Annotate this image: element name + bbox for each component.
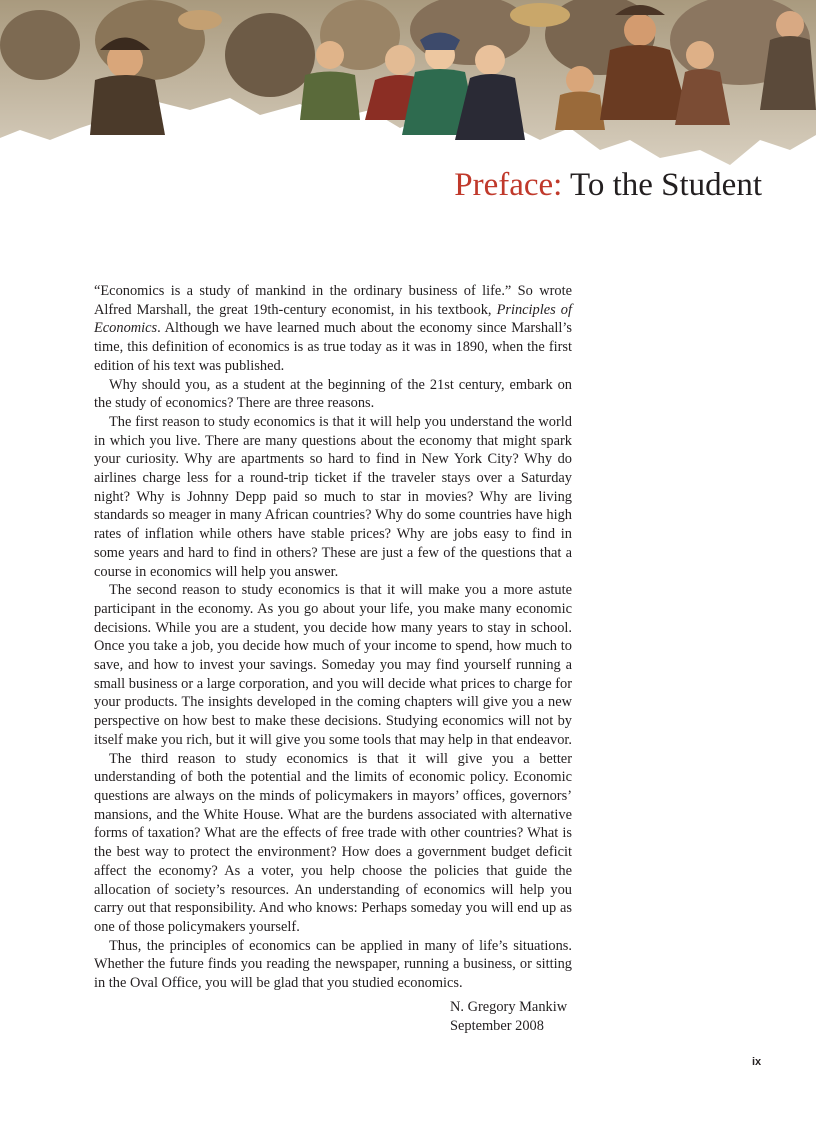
paragraph-4: The second reason to study economics is that it will make you a more astute participant in the economy. As you go about your life, you make many economic decisions. While you are a student, you decide how many years to stay in school. Once you take a job, you decide how much of your income to spend, how much to save, and how to invest your savings. Someday you may find yourself running a small business or a large corporation, and you will decide what prices to charge for your products. The insights developed in the coming chapters will give you a new perspective on how best to make these decisions. Studying economics will not by itself make you rich, but it will give you some tools that may help in that endeavor.: [94, 582, 572, 748]
header-illustration: [0, 0, 816, 170]
paragraph-5: The third reason to study economics is that it will give you a better understanding of both the potential and the limits of economic policy. Economic questions are always on the minds of policymakers in mayors’ offices, governors’ mansions, and the White House. What are the burdens associated with alternative forms of taxation? What are the effects of free trade with other countries? What is the best way to protect the environment? How does a government budget deficit affect the economy? As a voter, you help choose the policies that guide the allocation of society’s resources. An understanding of economics will help you carry out that responsibility. And who knows: Perhaps someday you will end up as one of those policymakers yourself.: [94, 750, 572, 935]
paragraph-3: The first reason to study economics is that it will help you understand the world in which you live. There are many questions about the economy that might spark your curiosity. Why are apartments so hard to find in New York City? Why do airlines charge less for a round-trip ticket if the traveler stays over a Saturday night? Why is Johnny Depp paid so much to star in movies? Why are living standards so meager in many African countries? Why do some countries have high rates of inflation while others have stable prices? Why are jobs easy to find in some years and hard to find in others? These are just a few of the questions that a course in economics will help you answer.: [94, 413, 572, 580]
signature-block: [450, 998, 567, 1036]
paragraph-1: [94, 282, 572, 376]
paragraph-2: Why should you, as a student at the beginning of the 21st century, embark on the study of economics? There are three reasons.: [94, 376, 572, 412]
paragraph-6: Thus, the principles of economics can be applied in many of life’s situations. Whether the future finds you reading the newspaper, running a business, or sitting in the Oval Office, you will be glad that you studied economics.: [94, 937, 572, 992]
market-scene-painting: [0, 0, 816, 170]
paragraph-1-text-a: “Economics is a study of mankind in the ordinary business of life.” So wrote Alfred Marshall, the great 19th-century economist, in his textbook,: [94, 283, 572, 318]
author-name: N. Gregory Mankiw: [450, 999, 568, 1015]
book-title: Principles of Economics: [94, 301, 572, 337]
paragraph-1-text-b: . Although we have learned much about the economy since Marshall’s time, this definition of economics is as true today as it was in 1890, when the first edition of his text was published.: [94, 320, 572, 374]
page-number: ix: [752, 1056, 762, 1068]
page-title: [454, 163, 762, 207]
title-main: To the Student: [569, 167, 762, 203]
preface-body: [94, 282, 572, 993]
signature-date: September 2008: [450, 1018, 544, 1034]
title-prefix: Preface:: [454, 167, 563, 203]
